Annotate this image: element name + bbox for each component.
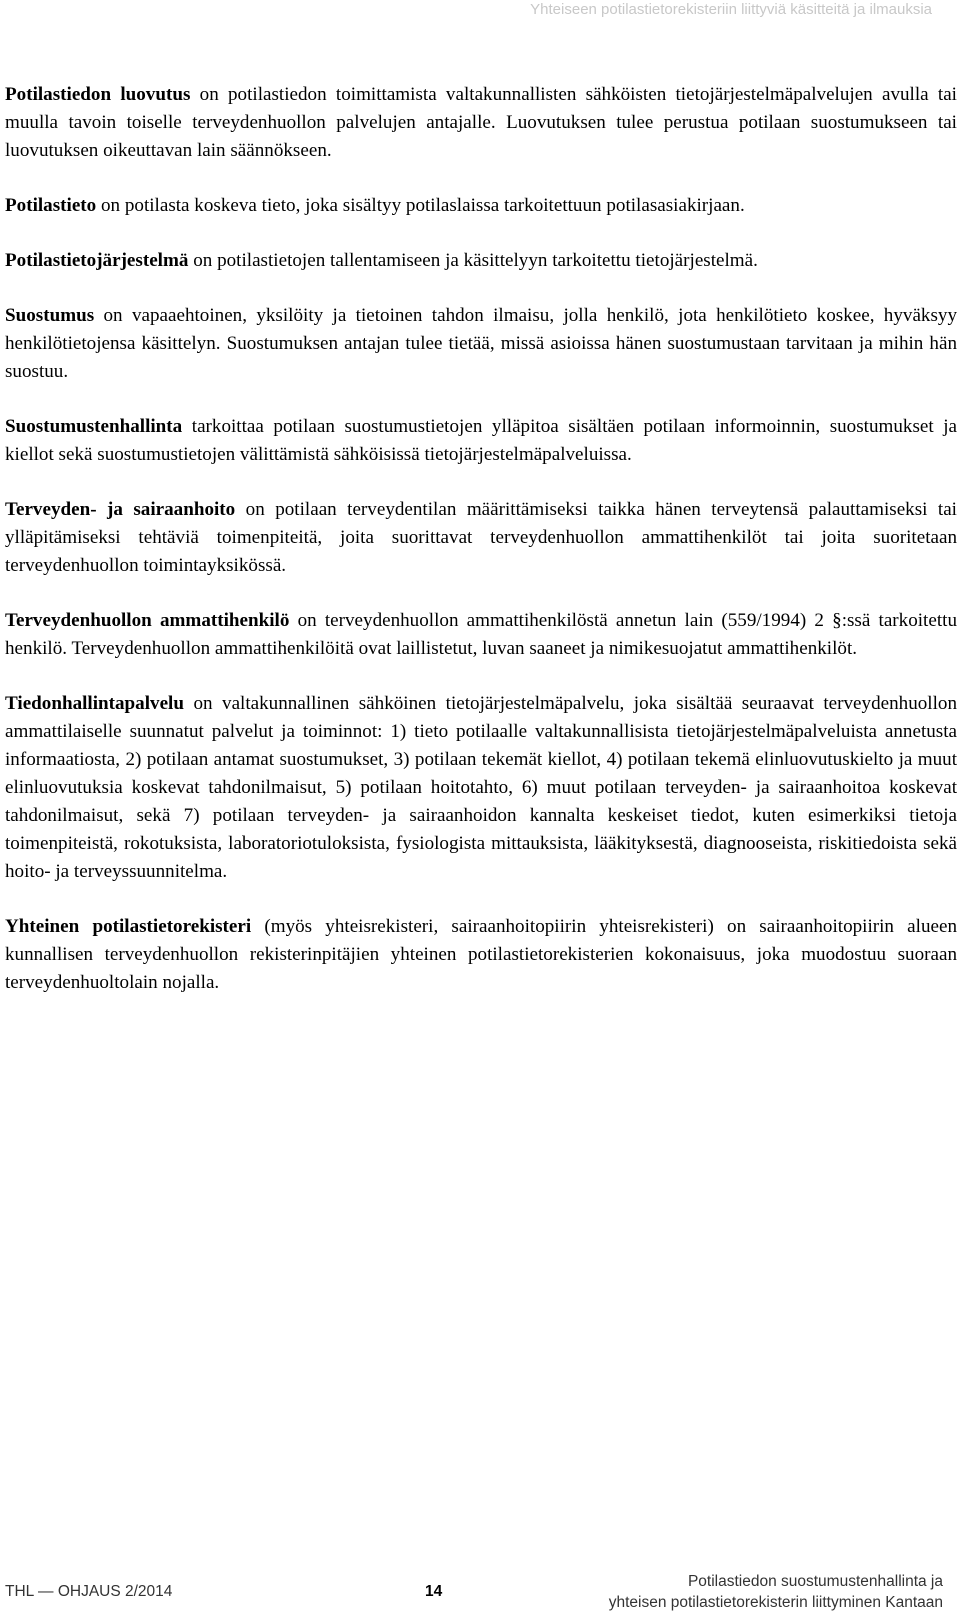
definition-text: on vapaaehtoinen, yksilöity ja tietoinen tahdon ilmaisu, jolla henkilö, jota henkilötieto koskee, hyväksyy henkilötietojensa käsittelyn. Suostumuksen antajan tulee tietää, missä asioissa hänen suostumustaan tarvitaan ja mihin hän suostuu. xyxy=(5,305,957,382)
definition-term: Suostumus xyxy=(5,305,95,326)
definition-text: on potilastiedon toimittamista valtakunnallisten sähköisten tietojärjestelmäpalvelujen avulla tai muulla tavoin toiselle terveydenhuollon palvelujen antajalle. Luovutuksen tulee perustua potilaan suostumukseen tai luovutuksen oikeuttavan lain säännökseen. xyxy=(5,84,957,161)
definition-term: Tiedonhallintapalvelu xyxy=(5,693,184,714)
page-number: 14 xyxy=(425,1583,443,1600)
definition-paragraph xyxy=(5,690,957,886)
definition-term: Potilastietojärjestelmä xyxy=(5,250,189,271)
definition-paragraph xyxy=(5,192,957,220)
definition-text: tarkoittaa potilaan suostumustietojen ylläpitoa sisältäen potilaan informoinnin, suostumukset ja kiellot sekä suostumustietojen välittämistä sähköisissä tietojärjestelmäpalveluissa. xyxy=(5,416,957,465)
definition-paragraph xyxy=(5,81,957,165)
footer-title-line: Potilastiedon suostumustenhallinta ja xyxy=(687,1573,943,1590)
definition-text: (myös yhteisrekisteri, sairaanhoitopiirin yhteisrekisteri) on sairaanhoitopiirin alueen kunnallisen terveydenhuollon rekisterinpitäjien yhteinen potilastietorekisterien kokonaisuus, joka muodostuu suoraan terveydenhuoltolain nojalla. xyxy=(5,916,957,993)
footer-series: THL — OHJAUS 2/2014 xyxy=(5,1583,173,1600)
definition-term: Suostumustenhallinta xyxy=(5,416,183,437)
definition-term: Potilastiedon luovutus xyxy=(5,84,191,105)
definition-paragraph xyxy=(5,247,957,275)
definition-paragraph xyxy=(5,496,957,580)
definition-term: Terveydenhuollon ammattihenkilö xyxy=(5,610,290,631)
definition-paragraph xyxy=(5,607,957,663)
definition-text: on valtakunnallinen sähköinen tietojärjestelmäpalvelu, joka sisältää seuraavat terveydenhuollon ammattilaiselle suunnatut palvelut ja toiminnot: 1) tieto potilaalle valtakunnallisista tietojärjestelmäpalveluista annetusta informaatiosta, 2) potilaan antamat suostumukset, 3) potilaan tekemät kiellot, 4) potilaan tekemä elinluovutuskielto ja muut elinluovutuksia koskevat tahdonilmaisut, 5) potilaan hoitotahto, 6) muut potilaan terveyden- ja sairaanhoitoa koskevat tahdonilmaisut, sekä 7) potilaan terveyden- ja sairaanhoidon kannalta keskeiset tiedot, kuten esimerkiksi tietoja toimenpiteistä, rokotuksista, laboratoriotuloksista, fysiologista mittauksista, lääkityksestä, diagnooseista, riskitiedoista sekä hoito- ja terveyssuunnitelma. xyxy=(5,693,957,882)
definition-paragraph xyxy=(5,913,957,997)
definition-paragraph xyxy=(5,413,957,469)
definition-term: Yhteinen potilastietorekisteri xyxy=(5,916,252,937)
definition-term: Potilastieto xyxy=(5,195,97,216)
definition-text: on potilasta koskeva tieto, joka sisältyy potilaslaissa tarkoitettuun potilasasiakirjaan. xyxy=(96,195,745,216)
footer-title-line: yhteisen potilastietorekisterin liittyminen Kantaan xyxy=(608,1594,943,1611)
definition-term: Terveyden- ja sairaanhoito xyxy=(5,499,236,520)
definition-text: on potilaan terveydentilan määrittämiseksi taikka hänen terveytensä palauttamiseksi tai ylläpitämiseksi tehtäviä toimenpiteitä, joita suorittavat terveydenhuollon ammattihenkilöt tai joita suoritetaan terveydenhuollon toimintayksikössä. xyxy=(5,499,957,576)
definitions-list xyxy=(5,81,957,1024)
footer-document-title xyxy=(609,1571,943,1613)
running-header: Yhteiseen potilastietorekisteriin liittyviä käsitteitä ja ilmauksia xyxy=(530,1,932,18)
definition-text: on potilastietojen tallentamiseen ja käsittelyyn tarkoitettu tietojärjestelmä. xyxy=(188,250,758,271)
definition-text: on terveydenhuollon ammattihenkilöstä annetun lain (559/1994) 2 §:ssä tarkoitettu henkilö. Terveydenhuollon ammattihenkilöitä ovat laillistetut, luvan saaneet ja nimikesuojatut ammattihenkilöt. xyxy=(5,610,957,659)
definition-paragraph xyxy=(5,302,957,386)
